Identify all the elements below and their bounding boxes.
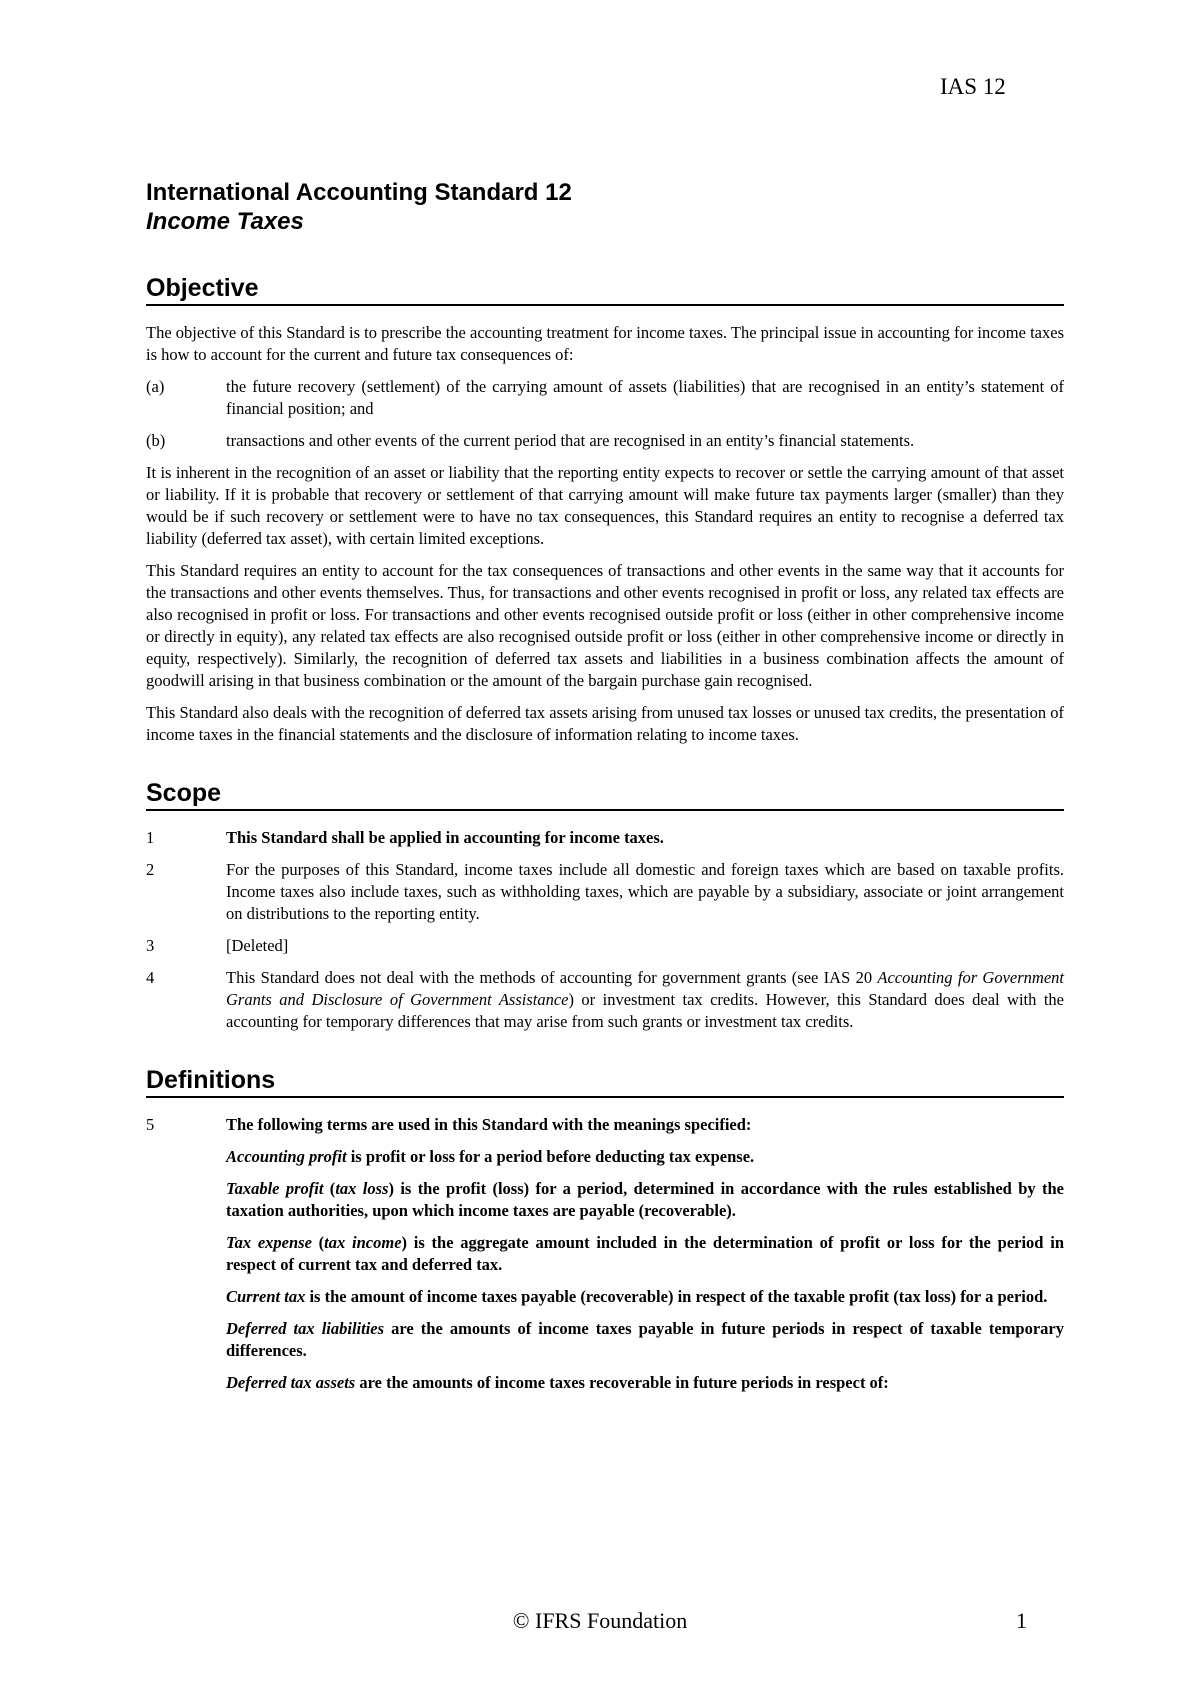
paragraph-text	[226, 967, 1064, 1033]
definition-text: is the amount of income taxes payable (recoverable) in respect of the taxable profit (tax loss) for a period.	[305, 1287, 1048, 1306]
footer-copyright: © IFRS Foundation	[512, 1608, 688, 1633]
scope-heading: Scope	[146, 778, 1064, 811]
definition-text: ) is the profit (loss) for a period, determined in accordance with the rules established by the taxation authorities, upon which income taxes are payable (recoverable).	[226, 1179, 1065, 1220]
page-number: 1	[1016, 1608, 1027, 1633]
definitions-heading: Definitions	[146, 1065, 1064, 1098]
definition-text: ) is the aggregate amount included in the determination of profit or loss for the period in respect of current tax and deferred tax.	[226, 1233, 1065, 1274]
objective-paragraph-4: This Standard also deals with the recognition of deferred tax assets arising from unused tax losses or unused tax credits, the presentation of income taxes in the financial statements and the disclosure of information relating to income taxes.	[146, 703, 1064, 744]
defined-term: Deferred tax assets	[226, 1373, 356, 1392]
text-segment: This Standard does not deal with the methods of accounting for government grants (see IAS 20	[226, 968, 878, 987]
text-segment: (	[311, 1233, 325, 1252]
definition-current-tax	[226, 1286, 1064, 1308]
text-segment: ) or investment tax credits. However, this Standard does deal with the accounting for temporary differences that may arise from such grants or investment tax credits.	[226, 990, 1064, 1031]
scope-paragraph-4	[146, 967, 1064, 1033]
objective-paragraph-2: It is inherent in the recognition of an asset or liability that the reporting entity expects to recover or settle the carrying amount of that asset or liability. If it is probable that recovery or settlement of that carrying amount will make future tax payments larger (smaller) than they would be if such recovery or settlement were to have no tax consequences, this Standard requires an entity to recognise a deferred tax liability (deferred tax asset), with certain limited exceptions.	[146, 463, 1064, 548]
text-segment: (	[323, 1179, 336, 1198]
paragraph-number: 5	[146, 1115, 155, 1134]
objective-item-a	[146, 376, 1064, 420]
item-label: (a)	[146, 377, 165, 396]
definition-deferred-tax-liabilities	[226, 1318, 1064, 1362]
paragraph-number: 2	[146, 860, 155, 879]
definitions-paragraph-5	[146, 1114, 1064, 1404]
scope-paragraph-1	[146, 827, 1064, 849]
paragraph-text: For the purposes of this Standard, income taxes include all domestic and foreign taxes which are based on taxable profits. Income taxes also include taxes, such as withholding taxes, which are payable by a subsidiary, associate or joint arrangement on distributions to the reporting entity.	[226, 860, 1064, 923]
defined-term: Tax expense	[226, 1233, 312, 1252]
objective-paragraph-3: This Standard requires an entity to account for the tax consequences of transactions and other events in the same way that it accounts for the transactions and other events themselves. Thus, for transactions and other events recognised in profit or loss, any related tax effects are also recognised in profit or loss. For transactions and other events recognised outside profit or loss (either in other comprehensive income or directly in equity), any related tax effects are also recognised outside profit or loss (either in other comprehensive income or directly in equity, respectively). Similarly, the recognition of deferred tax assets and liabilities in a business combination affects the amount of goodwill arising in that business combination or the amount of the bargain purchase gain recognised.	[146, 561, 1064, 690]
objective-intro: The objective of this Standard is to prescribe the accounting treatment for income taxes. The principal issue in accounting for income taxes is how to account for the current and future tax consequences of:	[146, 323, 1064, 364]
definition-taxable-profit	[226, 1178, 1064, 1222]
objective-heading: Objective	[146, 273, 1064, 306]
definition-tax-expense	[226, 1232, 1064, 1276]
definition-accounting-profit	[226, 1146, 1064, 1168]
defined-term: Current tax	[226, 1287, 306, 1306]
paragraph-text: [Deleted]	[226, 936, 289, 955]
page-content	[146, 178, 1064, 1414]
paragraph-number: 3	[146, 936, 155, 955]
defined-term: Deferred tax liabilities	[226, 1319, 385, 1338]
paragraph-number: 4	[146, 968, 155, 987]
definition-text: are the amounts of income taxes payable in future periods in respect of taxable temporary differences.	[226, 1319, 1064, 1360]
defined-term: Accounting profit	[226, 1147, 347, 1166]
objective-item-b	[146, 430, 1064, 452]
ias20-title: Accounting for Government Grants and Disclosure of Government Assistance	[226, 968, 1064, 1009]
standard-subtitle: Income Taxes	[146, 208, 304, 235]
paragraph-text: This Standard shall be applied in accounting for income taxes.	[226, 828, 664, 847]
definitions-body	[226, 1114, 1064, 1404]
defined-term: tax income	[324, 1233, 402, 1252]
item-label: (b)	[146, 431, 166, 450]
paragraph-number: 1	[146, 828, 155, 847]
definition-text: is profit or loss for a period before deducting tax expense.	[346, 1147, 755, 1166]
definition-deferred-tax-assets	[226, 1372, 1064, 1394]
definition-text: are the amounts of income taxes recoverable in future periods in respect of:	[355, 1373, 889, 1392]
defined-term: tax loss	[335, 1179, 389, 1198]
item-text: the future recovery (settlement) of the carrying amount of assets (liabilities) that are recognised in an entity’s statement of financial position; and	[226, 377, 1064, 418]
standard-title: International Accounting Standard 12	[146, 179, 572, 206]
item-text: transactions and other events of the current period that are recognised in an entity’s financial statements.	[226, 431, 915, 450]
scope-paragraph-2	[146, 859, 1064, 925]
defined-term: Taxable profit	[226, 1179, 324, 1198]
definitions-intro: The following terms are used in this Standard with the meanings specified:	[226, 1115, 752, 1134]
scope-paragraph-3	[146, 935, 1064, 957]
running-head: IAS 12	[940, 74, 1006, 99]
